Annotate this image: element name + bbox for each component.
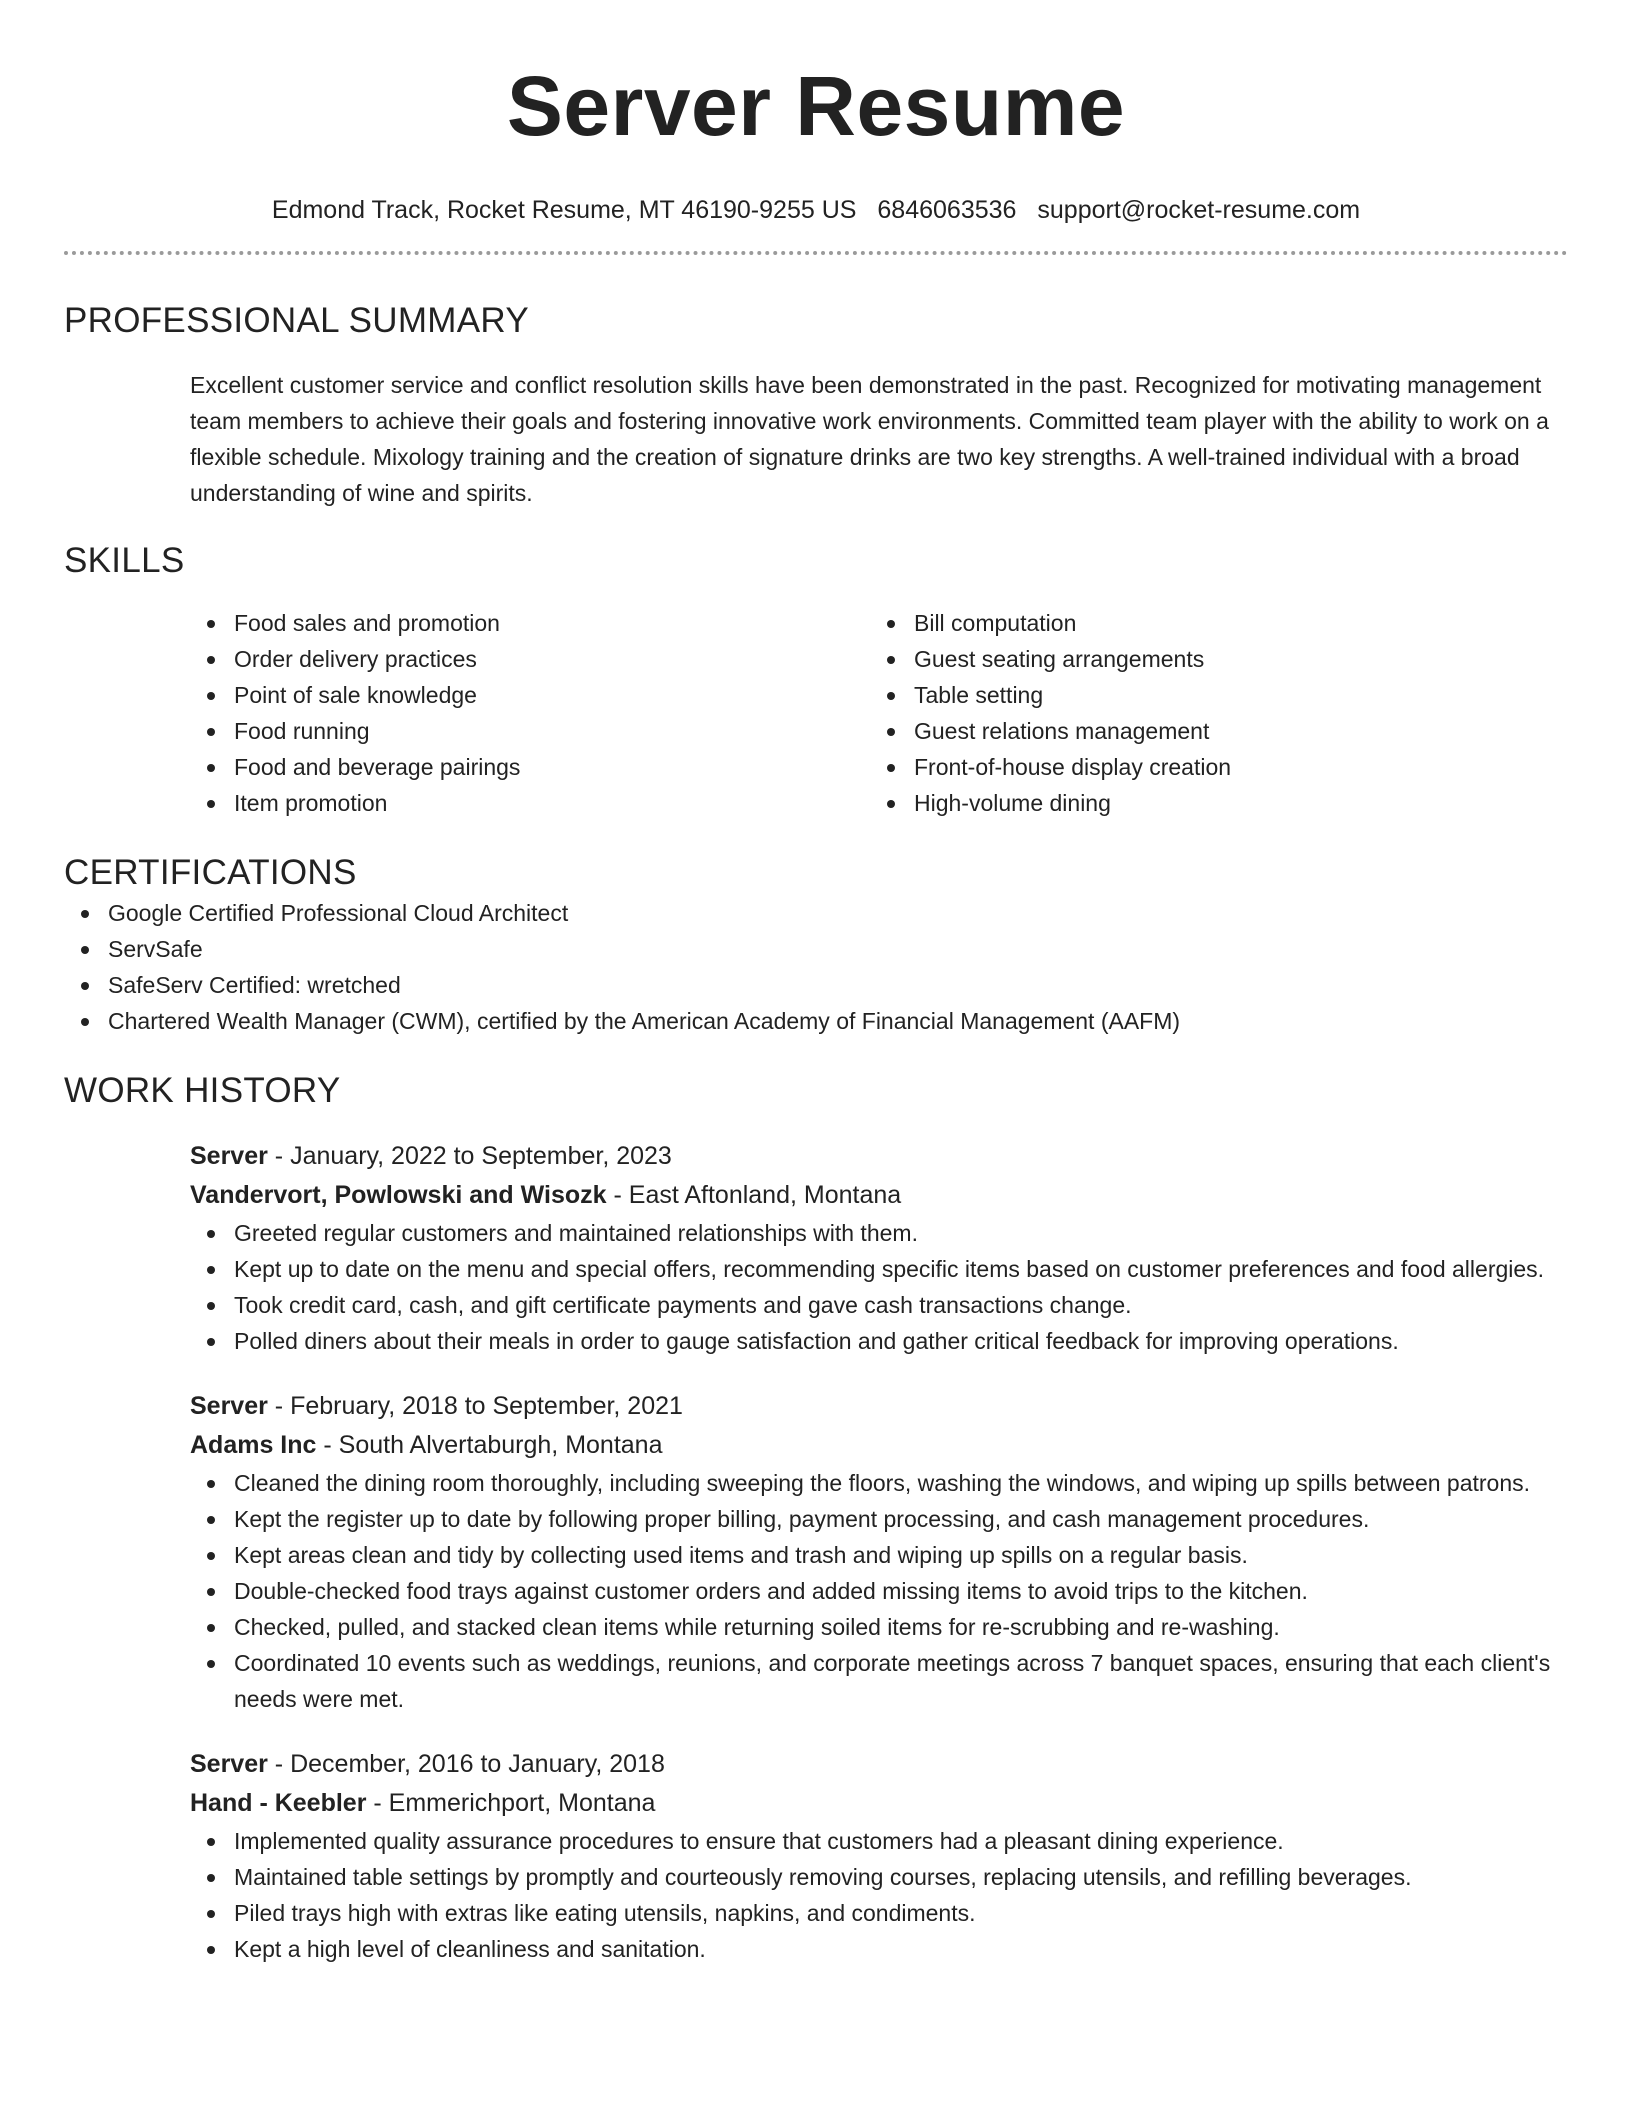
- job-bullets: [190, 1465, 1568, 1717]
- contact-address: Edmond Track, Rocket Resume, MT 46190-9255 US: [271, 196, 857, 224]
- job-entry: [190, 1137, 1568, 1359]
- skill-item: Bill computation: [870, 605, 1550, 641]
- resume-title: Server Resume: [506, 59, 1126, 153]
- certification-item: ServSafe: [64, 931, 1568, 967]
- job-bullet: Maintained table settings by promptly and courteously removing courses, replacing utensils, and refilling beverages.: [190, 1859, 1568, 1895]
- job-company: Hand - Keebler: [190, 1789, 367, 1817]
- job-bullet: Kept the register up to date by following proper billing, payment processing, and cash management procedures.: [190, 1501, 1568, 1537]
- job-location: - South Alvertaburgh, Montana: [316, 1431, 663, 1459]
- skills-heading: SKILLS: [64, 541, 185, 580]
- skill-item: Table setting: [870, 677, 1550, 713]
- skill-item: Food sales and promotion: [190, 605, 870, 641]
- job-bullet: Coordinated 10 events such as weddings, reunions, and corporate meetings across 7 banquet spaces, ensuring that each client's needs were met.: [190, 1645, 1568, 1717]
- job-bullet: Checked, pulled, and stacked clean items while returning soiled items for re-scrubbing and re-washing.: [190, 1609, 1568, 1645]
- contact-line: [64, 194, 1568, 226]
- skills-section: [64, 539, 1568, 821]
- work-history-section: [64, 1069, 1568, 1967]
- job-dates: - February, 2018 to September, 2021: [267, 1392, 683, 1420]
- job-bullet: Greeted regular customers and maintained relationships with them.: [190, 1215, 1568, 1251]
- job-location: - Emmerichport, Montana: [366, 1789, 656, 1817]
- job-bullet: Double-checked food trays against customer orders and added missing items to avoid trips to the kitchen.: [190, 1573, 1568, 1609]
- job-dates: - December, 2016 to January, 2018: [267, 1750, 665, 1778]
- job-dates: - January, 2022 to September, 2023: [267, 1142, 672, 1170]
- job-title: Server: [190, 1392, 268, 1420]
- job-company: Vandervort, Powlowski and Wisozk: [190, 1181, 607, 1209]
- certifications-heading: CERTIFICATIONS: [64, 853, 357, 892]
- skills-list-left: [190, 605, 870, 821]
- certifications-section: [64, 851, 1568, 1039]
- skill-item: Order delivery practices: [190, 641, 870, 677]
- job-entry: [190, 1387, 1568, 1717]
- job-location: - East Aftonland, Montana: [606, 1181, 902, 1209]
- job-bullet: Kept areas clean and tidy by collecting used items and trash and wiping up spills on a regular basis.: [190, 1537, 1568, 1573]
- skill-item: Item promotion: [190, 785, 870, 821]
- job-company-line: [190, 1426, 1568, 1465]
- job-bullet: Cleaned the dining room thoroughly, including sweeping the floors, washing the windows, and wiping up spills between patrons.: [190, 1465, 1568, 1501]
- job-bullet: Polled diners about their meals in order to gauge satisfaction and gather critical feedback for improving operations.: [190, 1323, 1568, 1359]
- job-bullet: Took credit card, cash, and gift certificate payments and gave cash transactions change.: [190, 1287, 1568, 1323]
- skill-item: Food running: [190, 713, 870, 749]
- job-entry: [190, 1745, 1568, 1967]
- certifications-list: [64, 895, 1568, 1039]
- job-title: Server: [190, 1142, 268, 1170]
- certification-item: Google Certified Professional Cloud Architect: [64, 895, 1568, 931]
- skills-column-left: [190, 605, 870, 821]
- job-bullets: [190, 1215, 1568, 1359]
- job-title-line: [190, 1137, 1568, 1176]
- work-history-heading: WORK HISTORY: [64, 1071, 341, 1110]
- summary-heading: PROFESSIONAL SUMMARY: [64, 301, 529, 340]
- job-bullet: Implemented quality assurance procedures to ensure that customers had a pleasant dining experience.: [190, 1823, 1568, 1859]
- skill-item: Food and beverage pairings: [190, 749, 870, 785]
- job-title: Server: [190, 1750, 268, 1778]
- skill-item: Guest relations management: [870, 713, 1550, 749]
- certification-item: SafeServ Certified: wretched: [64, 967, 1568, 1003]
- contact-email: support@rocket-resume.com: [1037, 196, 1361, 224]
- summary-text: Excellent customer service and conflict resolution skills have been demonstrated in the past. Recognized for motivating management team members to achieve their goals and fostering innovative work environments. Committed team player with the ability to work on a flexible schedule. Mixology training and the creation of signature drinks are two key strengths. A well-trained individual with a broad understanding of wine and spirits.: [190, 372, 1549, 506]
- certification-item: Chartered Wealth Manager (CWM), certified by the American Academy of Financial Management (AAFM): [64, 1003, 1568, 1039]
- skills-list-right: [870, 605, 1550, 821]
- job-bullet: Kept a high level of cleanliness and sanitation.: [190, 1931, 1568, 1967]
- skills-column-right: [870, 605, 1550, 821]
- job-company-line: [190, 1176, 1568, 1215]
- job-bullet: Piled trays high with extras like eating utensils, napkins, and condiments.: [190, 1895, 1568, 1931]
- skills-grid: [190, 605, 1568, 821]
- skill-item: Front-of-house display creation: [870, 749, 1550, 785]
- contact-phone: 6846063536: [877, 196, 1017, 224]
- job-company-line: [190, 1784, 1568, 1823]
- skill-item: Point of sale knowledge: [190, 677, 870, 713]
- header-divider: [64, 251, 1568, 255]
- summary-section: [64, 299, 1568, 511]
- job-title-line: [190, 1387, 1568, 1426]
- job-bullet: Kept up to date on the menu and special offers, recommending specific items based on customer preferences and food allergies.: [190, 1251, 1568, 1287]
- skill-item: High-volume dining: [870, 785, 1550, 821]
- skill-item: Guest seating arrangements: [870, 641, 1550, 677]
- job-title-line: [190, 1745, 1568, 1784]
- job-company: Adams Inc: [190, 1431, 317, 1459]
- job-bullets: [190, 1823, 1568, 1967]
